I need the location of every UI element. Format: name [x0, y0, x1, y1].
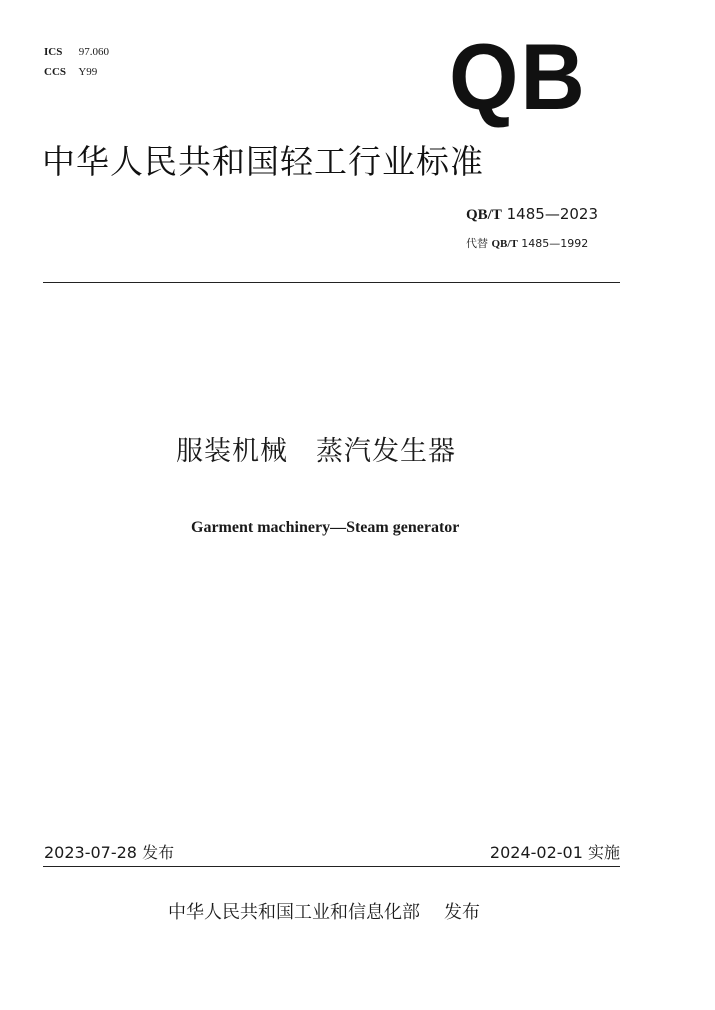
top-divider	[43, 282, 620, 283]
ics-row	[44, 42, 109, 62]
replaces-code: QB/T	[491, 238, 518, 250]
bottom-divider	[43, 866, 620, 867]
implementation-date: 2024-02-01 实施	[489, 843, 620, 862]
ccs-row	[44, 62, 109, 82]
standard-code-suffix: 1485—2023	[506, 205, 598, 223]
issue-date: 2023-07-28 发布	[44, 843, 175, 862]
document-title-en: Garment machinery—Steam generator	[191, 519, 460, 536]
industry-standard-title: 中华人民共和国轻工行业标准	[42, 142, 484, 181]
title-cn-part1: 服装机械	[176, 436, 288, 467]
publisher	[168, 900, 480, 926]
replaces-prefix: 代替	[466, 237, 488, 250]
classification-codes	[44, 42, 109, 82]
standard-code: QB/T	[466, 207, 502, 223]
replaces-suffix: 1485—1992	[521, 237, 589, 250]
publisher-action: 发布	[444, 902, 480, 923]
ics-label: ICS	[44, 46, 63, 58]
standard-number	[466, 204, 598, 225]
ccs-value: Y99	[78, 66, 98, 78]
publisher-name: 中华人民共和国工业和信息化部	[168, 902, 420, 923]
qb-logo: QB	[449, 24, 587, 129]
title-cn-part2: 蒸汽发生器	[316, 436, 456, 467]
ccs-label: CCS	[44, 66, 67, 78]
document-title-cn	[176, 434, 456, 470]
ics-value: 97.060	[78, 46, 109, 58]
replaces-standard	[466, 236, 588, 252]
